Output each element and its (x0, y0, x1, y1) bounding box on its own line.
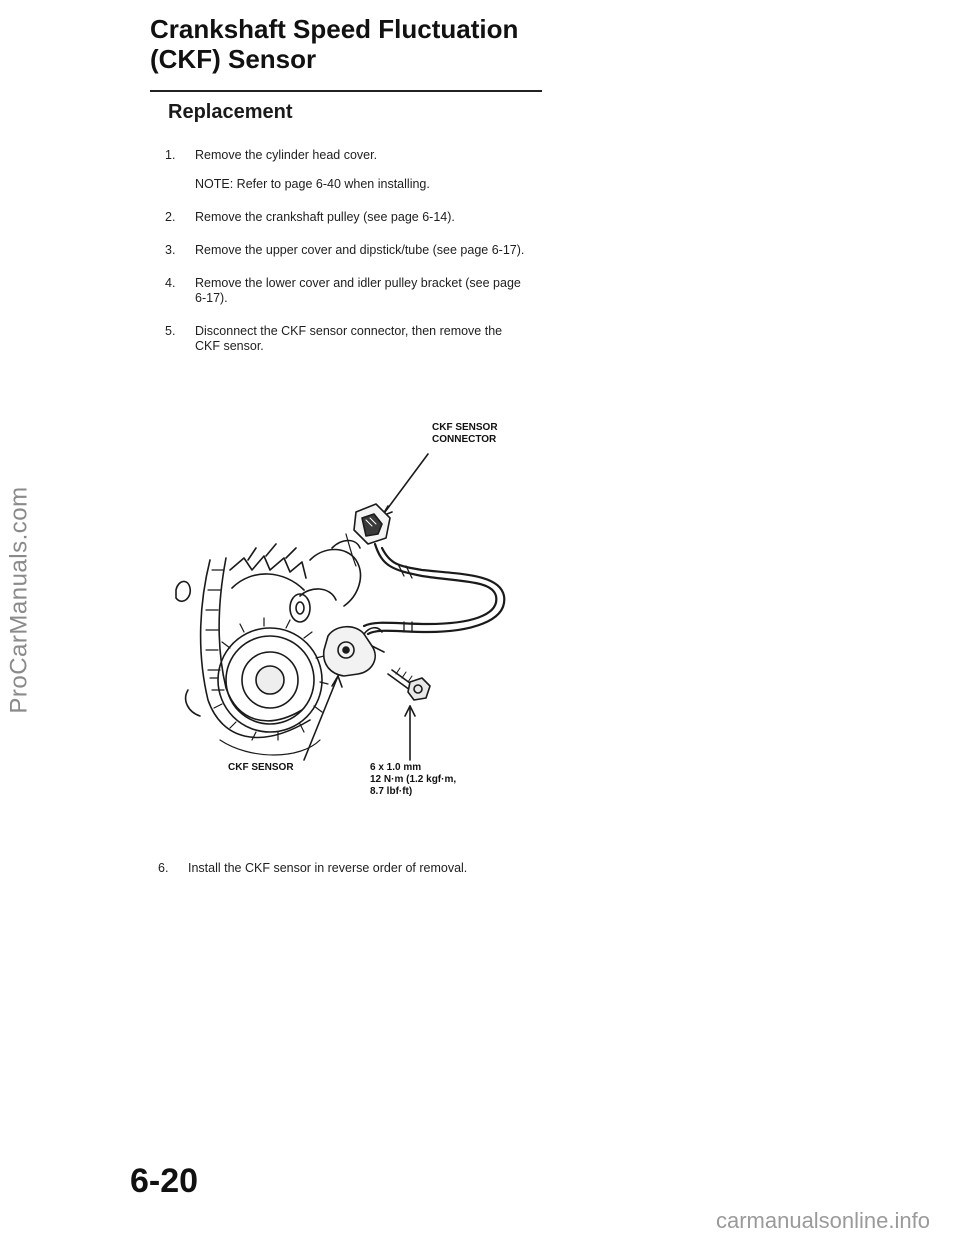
procedure-steps (165, 148, 525, 372)
sensor-connector (354, 504, 390, 544)
step-4 (165, 276, 525, 306)
step-5 (165, 324, 525, 354)
bolt-spec-callout (370, 762, 456, 798)
step-text: Remove the crankshaft pulley (see page 6-14). (195, 210, 455, 224)
step-number: 1. (165, 148, 176, 162)
step-1 (165, 148, 525, 163)
connector-callout (432, 422, 498, 446)
bolt-spec-line-3: 8.7 lbf·ft) (370, 786, 413, 797)
sensor-harness (364, 544, 504, 634)
connector-leader-line (382, 454, 428, 516)
ckf-sensor (324, 627, 384, 676)
page-title-line-2: (CKF) Sensor (150, 44, 317, 74)
timing-belt (201, 558, 310, 737)
bolt-spec-line-1: 6 x 1.0 mm (370, 762, 422, 773)
engine-diagram (160, 420, 540, 820)
bolt-spec-line-2: 12 N·m (1.2 kgf·m, (370, 774, 457, 785)
section-heading: Replacement (168, 101, 293, 123)
step-text: Remove the upper cover and dipstick/tube (see page 6-17). (195, 243, 525, 257)
page-title (150, 14, 550, 74)
step-6 (158, 861, 538, 876)
sensor-callout (228, 762, 294, 774)
sensor-label: CKF SENSOR (228, 762, 294, 773)
step-3 (165, 243, 525, 258)
step-2 (165, 210, 525, 225)
step-text: Remove the cylinder head cover. (195, 148, 378, 162)
connector-label-line-1: CKF SENSOR (432, 422, 498, 433)
page-title-line-1: Crankshaft Speed Fluctuation (150, 14, 519, 44)
step-1-note: NOTE: Refer to page 6-40 when installing. (195, 177, 430, 191)
connector-label-line-2: CONNECTOR (432, 434, 497, 445)
step-number: 2. (165, 210, 176, 224)
step-text: Disconnect the CKF sensor connector, then remove the CKF sensor. (195, 324, 503, 353)
step-number: 4. (165, 276, 176, 290)
crankshaft-pulley (210, 618, 328, 755)
ckf-sensor-illustration (160, 420, 540, 820)
side-watermark-text: ProCarManuals.com (6, 486, 33, 714)
step-number: 3. (165, 243, 176, 257)
upper-gear (230, 544, 306, 590)
bottom-watermark: carmanualsonline.info (715, 1208, 930, 1233)
side-watermark (0, 400, 40, 800)
title-divider (150, 90, 542, 92)
step-text: Install the CKF sensor in reverse order of removal. (188, 861, 468, 875)
mounting-bolt (388, 668, 430, 700)
step-text: Remove the lower cover and idler pulley bracket (see page 6-17). (195, 276, 521, 305)
page-number: 6-20 (130, 1162, 199, 1200)
step-number: 6. (158, 861, 169, 875)
step-number: 5. (165, 324, 176, 338)
